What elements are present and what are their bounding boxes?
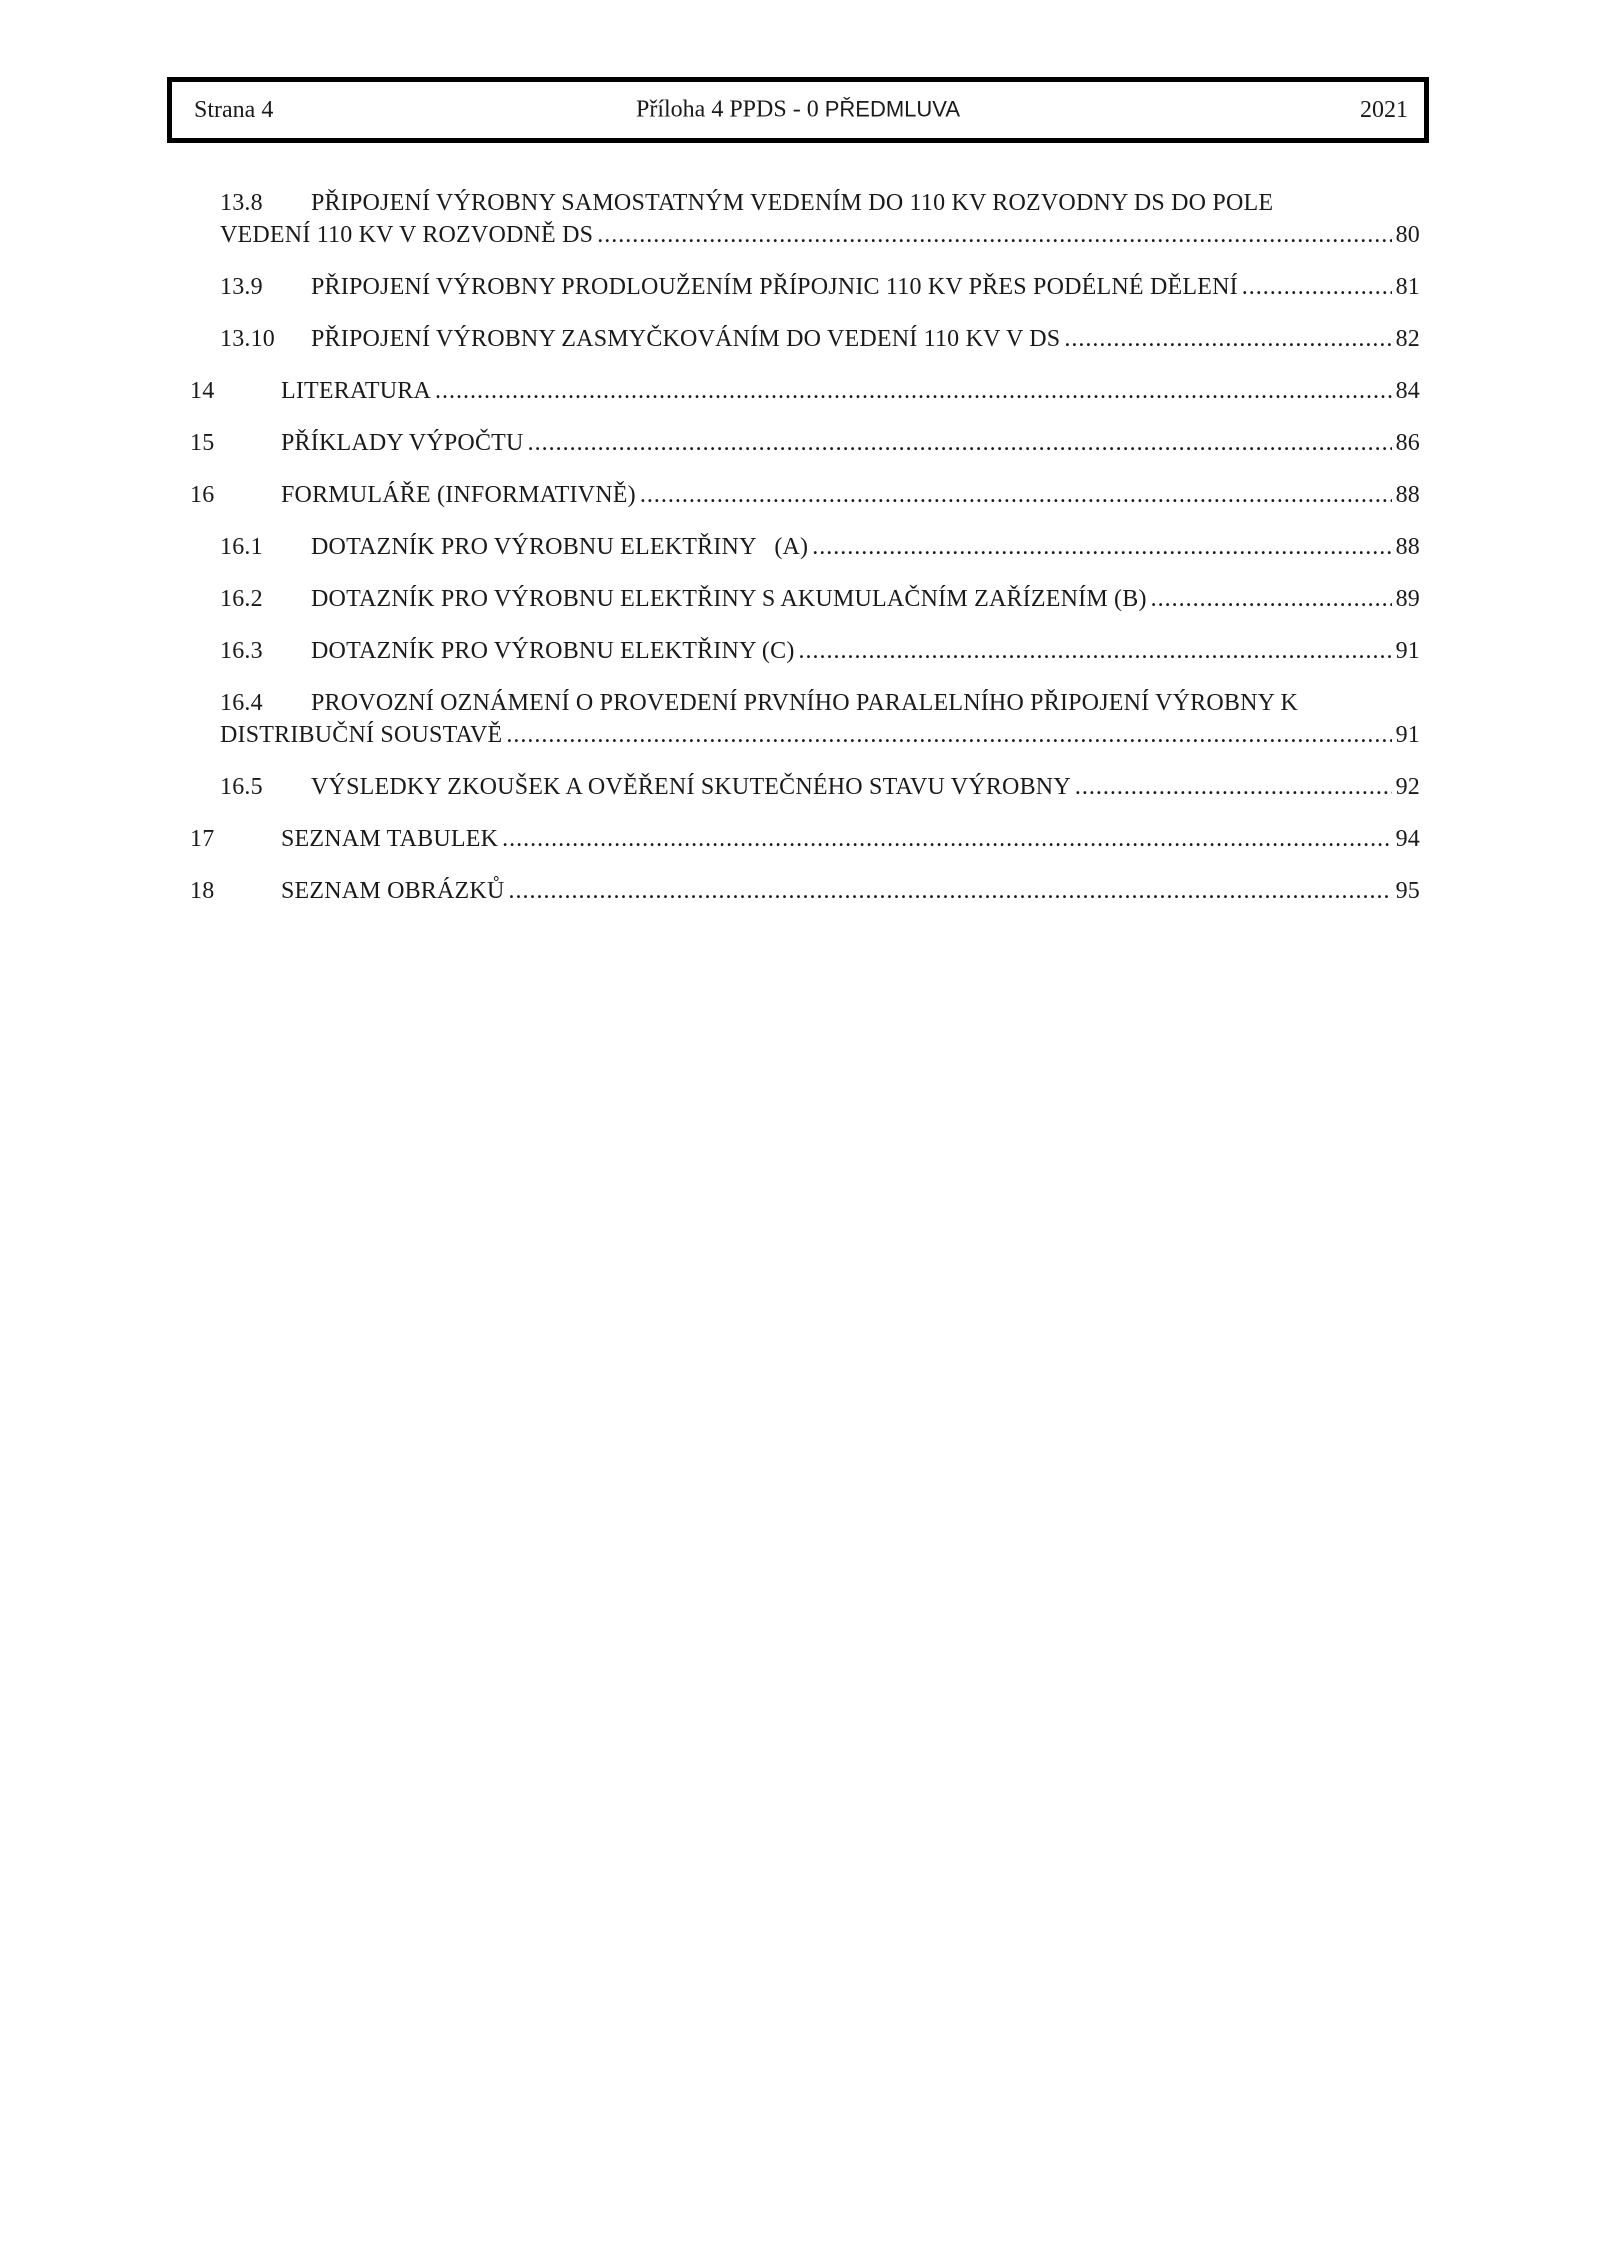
- toc-entry-number: 16.2: [220, 586, 263, 612]
- toc-entry-page: 80: [1395, 222, 1420, 248]
- toc-entry-number: 13.8: [220, 190, 263, 216]
- toc-entry-title-continued: VEDENÍ 110 KV V ROZVODNĚ DS: [220, 222, 594, 248]
- toc-entry-number: 18: [190, 878, 215, 904]
- toc-entry-16-4[interactable]: [190, 690, 1420, 752]
- toc-entry-title: VÝSLEDKY ZKOUŠEK A OVĚŘENÍ SKUTEČNÉHO STAVU VÝROBNY: [311, 774, 1071, 800]
- toc-entry-page: 84: [1395, 378, 1420, 404]
- toc-entry-page: 81: [1395, 274, 1420, 300]
- toc-entry-page: 94: [1395, 826, 1420, 852]
- header-page-label: Strana 4: [194, 96, 274, 123]
- toc-entry-number: 17: [190, 826, 215, 852]
- toc-entry-16-3[interactable]: [190, 638, 1420, 668]
- toc-entry-page: 88: [1395, 482, 1420, 508]
- toc-entry-page: 88: [1395, 534, 1420, 560]
- toc-entry-13-9[interactable]: [190, 274, 1420, 304]
- toc-entry-16-2[interactable]: [190, 586, 1420, 616]
- table-of-contents: [190, 190, 1420, 908]
- toc-entry-title: PŘIPOJENÍ VÝROBNY SAMOSTATNÝM VEDENÍM DO 110 KV ROZVODNY DS DO POLE: [311, 190, 1274, 216]
- toc-entry-13-8[interactable]: [190, 190, 1420, 252]
- toc-entry-number: 16.1: [220, 534, 263, 560]
- toc-entry-16[interactable]: [190, 482, 1420, 512]
- toc-leader-dots: [508, 878, 1391, 905]
- toc-entry-title: DOTAZNÍK PRO VÝROBNU ELEKTŘINY (C): [311, 638, 795, 664]
- toc-entry-17[interactable]: [190, 826, 1420, 856]
- toc-leader-dots: [1242, 274, 1392, 301]
- toc-entry-page: 91: [1395, 722, 1420, 748]
- toc-leader-dots: [597, 222, 1391, 249]
- toc-leader-dots: [502, 826, 1391, 853]
- toc-entry-number: 16.3: [220, 638, 263, 664]
- toc-entry-title: DOTAZNÍK PRO VÝROBNU ELEKTŘINY (A): [311, 534, 809, 560]
- toc-entry-number: 14: [190, 378, 215, 404]
- toc-leader-dots: [640, 482, 1392, 509]
- page-header: [167, 77, 1429, 143]
- toc-leader-dots: [1075, 774, 1392, 801]
- toc-entry-page: 82: [1395, 326, 1420, 352]
- toc-entry-title: PŘÍKLADY VÝPOČTU: [281, 430, 524, 456]
- toc-entry-number: 16: [190, 482, 215, 508]
- toc-leader-dots: [799, 638, 1392, 665]
- header-year: 2021: [1360, 96, 1408, 123]
- toc-entry-title: LITERATURA: [281, 378, 431, 404]
- toc-entry-title: DOTAZNÍK PRO VÝROBNU ELEKTŘINY S AKUMULAČNÍM ZAŘÍZENÍM (B): [311, 586, 1147, 612]
- toc-entry-title-continued: DISTRIBUČNÍ SOUSTAVĚ: [220, 722, 503, 748]
- toc-entry-page: 92: [1395, 774, 1420, 800]
- toc-leader-dots: [1151, 586, 1392, 613]
- header-document-title: Příloha 4 PPDS - 0 PŘEDMLUVA: [636, 96, 960, 123]
- toc-entry-title: SEZNAM OBRÁZKŮ: [281, 878, 505, 904]
- toc-entry-page: 89: [1395, 586, 1420, 612]
- toc-entry-14[interactable]: [190, 378, 1420, 408]
- toc-entry-page: 86: [1395, 430, 1420, 456]
- toc-leader-dots: [528, 430, 1392, 457]
- toc-leader-dots: [435, 378, 1392, 405]
- toc-entry-title: PROVOZNÍ OZNÁMENÍ O PROVEDENÍ PRVNÍHO PARALELNÍHO PŘIPOJENÍ VÝROBNY K: [311, 690, 1299, 716]
- toc-leader-dots: [1064, 326, 1391, 353]
- toc-entry-title: FORMULÁŘE (INFORMATIVNĚ): [281, 482, 636, 508]
- toc-entry-number: 13.10: [220, 326, 275, 352]
- toc-entry-title: PŘIPOJENÍ VÝROBNY PRODLOUŽENÍM PŘÍPOJNIC 110 KV PŘES PODÉLNÉ DĚLENÍ: [311, 274, 1238, 300]
- toc-entry-16-1[interactable]: [190, 534, 1420, 564]
- toc-leader-dots: [506, 722, 1391, 749]
- toc-entry-16-5[interactable]: [190, 774, 1420, 804]
- toc-entry-number: 16.4: [220, 690, 263, 716]
- toc-entry-title: PŘIPOJENÍ VÝROBNY ZASMYČKOVÁNÍM DO VEDENÍ 110 KV V DS: [311, 326, 1061, 352]
- toc-leader-dots: [812, 534, 1391, 561]
- toc-entry-13-10[interactable]: [190, 326, 1420, 356]
- toc-entry-15[interactable]: [190, 430, 1420, 460]
- toc-entry-18[interactable]: [190, 878, 1420, 908]
- toc-entry-page: 95: [1395, 878, 1420, 904]
- toc-entry-page: 91: [1395, 638, 1420, 664]
- toc-entry-number: 15: [190, 430, 215, 456]
- toc-entry-number: 13.9: [220, 274, 263, 300]
- header-section-name: PŘEDMLUVA: [824, 96, 960, 122]
- toc-entry-title: SEZNAM TABULEK: [281, 826, 499, 852]
- toc-entry-number: 16.5: [220, 774, 263, 800]
